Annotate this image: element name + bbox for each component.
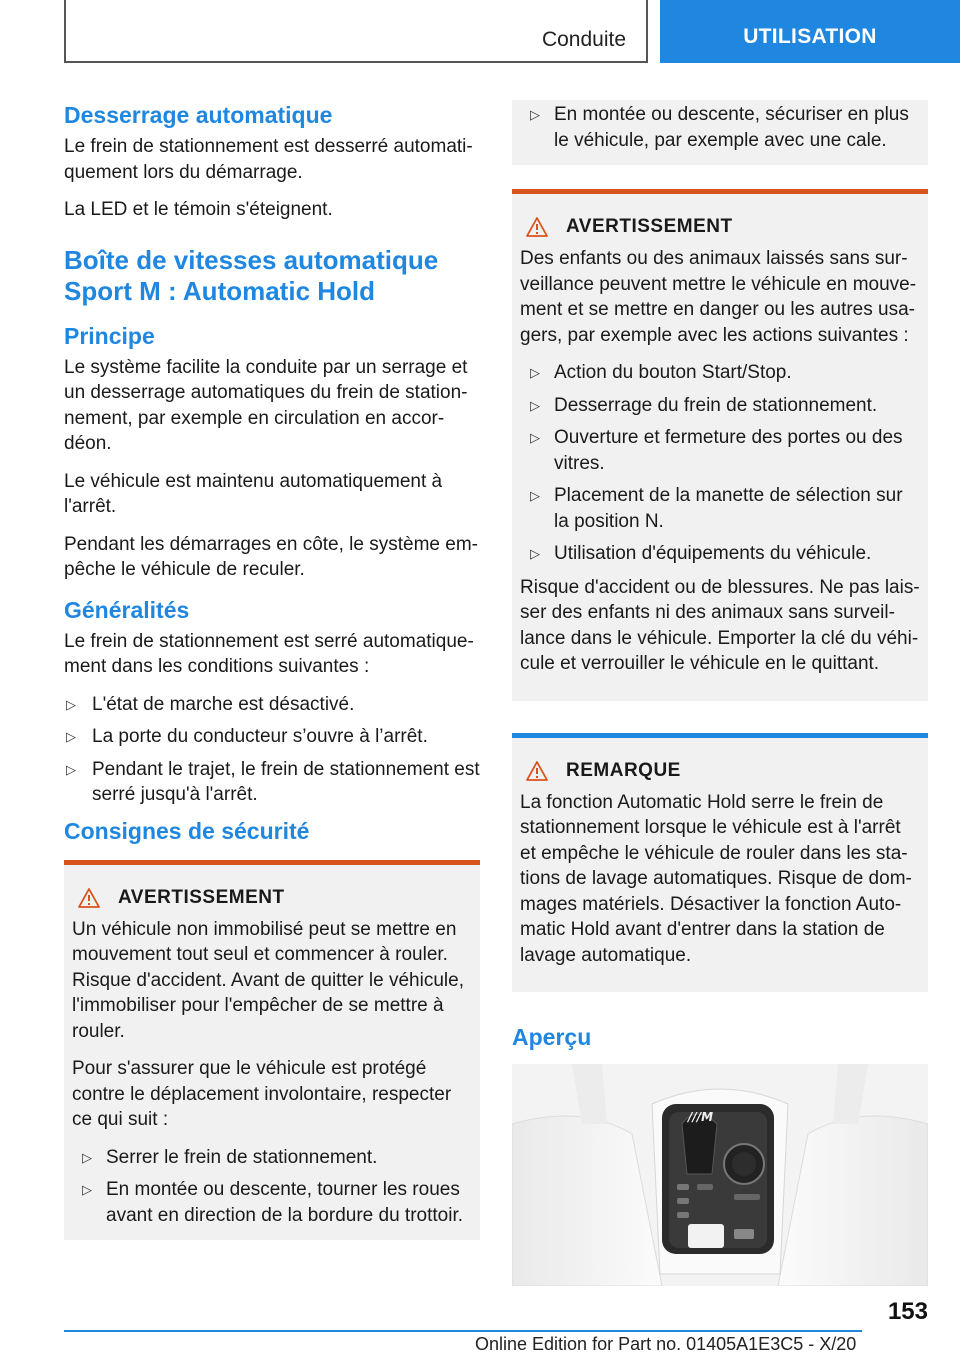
list-item [64, 692, 480, 718]
list-item-text: L'état de marche est désactivé. [92, 693, 355, 715]
list-item [64, 757, 480, 808]
list-item [520, 425, 920, 476]
warning-title [520, 216, 920, 238]
list-item-text: Action du bouton Start/Stop. [554, 362, 792, 383]
triangle-right-icon: ▷ [66, 729, 76, 744]
conditions-list [64, 692, 480, 808]
chapter-tab[interactable]: UTILISATION [660, 0, 960, 63]
triangle-right-icon: ▷ [82, 1182, 92, 1197]
list-item-text: En montée ou descente, sécuriser en plus le véhicule, par exemple avec une cale. [554, 104, 909, 151]
footer-divider [64, 1330, 862, 1332]
triangle-right-icon: ▷ [530, 397, 540, 413]
paragraph: Le véhicule est maintenu automatiquement à l'arrêt. [64, 470, 443, 517]
list-item-text: La porte du conducteur s’ouvre à l’arrêt. [92, 726, 428, 747]
warning-title-text: AVERTISSEMENT [566, 216, 733, 237]
heading-generalites: Généralités [64, 596, 190, 623]
warning-triangle-icon [526, 761, 548, 781]
warning-list [72, 1145, 472, 1229]
warning-triangle-icon [526, 217, 548, 237]
list-item [64, 724, 480, 750]
list-item-text: Utilisation d'équipements du véhicule. [554, 543, 872, 564]
svg-text:///M: ///M [688, 1110, 714, 1124]
list-item [72, 1177, 472, 1228]
list-item-text: Serrer le frein de stationnement. [106, 1146, 378, 1168]
paragraph: Risque d'accident ou de blessures. Ne pas laisser des enfants ni des animaux sans surveillance dans le véhicule. Emporter la clé du véhicule et verrouiller le véhicule en le quittant. [520, 576, 920, 674]
list-item [72, 1145, 472, 1171]
warning-list [520, 360, 920, 567]
list-item-text: Ouverture et fermeture des portes ou des vitres. [554, 427, 903, 474]
warning-triangle-icon [78, 888, 100, 908]
center-console-illustration [512, 1064, 928, 1286]
list-item [520, 541, 920, 567]
list-item-text: En montée ou descente, tourner les roues avant en direction de la bordure du trottoir. [106, 1179, 464, 1226]
right-column [512, 100, 928, 1286]
paragraph: Pour s'assurer que le véhicule est protégé contre le déplacement involontaire, respecter ce qui suit : [72, 1058, 452, 1130]
center-console-image [512, 1064, 928, 1286]
triangle-right-icon: ▷ [82, 1149, 92, 1165]
note-box [512, 733, 928, 993]
heading-boite-vitesses: Boîte de vitesses automatique Sport M : Automatic Hold [64, 244, 439, 306]
heading-desserrage: Desserrage automatique [64, 102, 333, 128]
list-item [520, 360, 920, 386]
section-title: Conduite [541, 28, 626, 51]
triangle-right-icon: ▷ [530, 488, 540, 503]
paragraph: Le système facilite la conduite par un serrage et un desserrage automatiques du frein de stationnement, par exemple en circulation en accordéon. [64, 356, 468, 454]
paragraph: Le frein de stationnement est desserré automatiquement lors du démarrage. [64, 136, 473, 183]
list-item [520, 393, 920, 419]
warning-title [72, 887, 472, 909]
paragraph: Des enfants ou des animaux laissés sans surveillance peuvent mettre le véhicule en mouvement et se mettre en danger ou les autres usagers, par exemple avec les actions suivantes : [520, 248, 917, 346]
triangle-right-icon: ▷ [66, 696, 76, 712]
warning-box-continued [512, 100, 928, 165]
heading-consignes: Consignes de sécurité [64, 817, 310, 844]
triangle-right-icon: ▷ [66, 761, 76, 777]
list-item [520, 102, 920, 153]
paragraph: La LED et le témoin s'éteignent. [64, 199, 333, 220]
list-item-text: Pendant le trajet, le frein de stationnement est serré jusqu'à l'arrêt. [92, 758, 480, 805]
warning-box [512, 189, 928, 701]
left-column [64, 100, 480, 1240]
list-item [520, 483, 920, 534]
heading-apercu: Aperçu [512, 1024, 592, 1050]
paragraph: Un véhicule non immobilisé peut se mettre en mouvement tout seul et commencer à rouler. Risque d'accident. Avant de quitter le véhicule, l'immobiliser pour l'empêcher de se mettre à rouler. [72, 918, 464, 1042]
heading-principe: Principe [64, 322, 155, 349]
warning-box [64, 860, 480, 1241]
header-frame [64, 0, 648, 63]
warning-title-text: AVERTISSEMENT [118, 886, 285, 908]
list-item-text: Desserrage du frein de stationnement. [554, 394, 878, 416]
paragraph: Le frein de stationnement est serré automatiquement dans les conditions suivantes : [64, 630, 474, 677]
paragraph: Pendant les démarrages en côte, le système empêche le véhicule de reculer. [64, 533, 478, 580]
triangle-right-icon: ▷ [530, 430, 540, 445]
list-item-text: Placement de la manette de sélection sur la position N. [554, 485, 903, 532]
triangle-right-icon: ▷ [530, 365, 540, 380]
triangle-right-icon: ▷ [530, 546, 540, 561]
note-title-text: REMARQUE [566, 759, 681, 781]
page-number: 153 [887, 1298, 928, 1325]
footer-edition: Online Edition for Part no. 01405A1E3C5 - X/20 [475, 1334, 857, 1354]
note-title [520, 760, 920, 782]
paragraph: La fonction Automatic Hold serre le frein de stationnement lorsque le véhicule est à l'arrêt et empêche le véhicule de rouler dans les stations de lavage automatiques. Risque de dommages matériels. Désactiver la fonction Automatic Hold avant d'entrer dans la station de lavage automatique. [520, 791, 912, 966]
warning-list-continued [520, 102, 920, 153]
triangle-right-icon: ▷ [530, 107, 540, 122]
